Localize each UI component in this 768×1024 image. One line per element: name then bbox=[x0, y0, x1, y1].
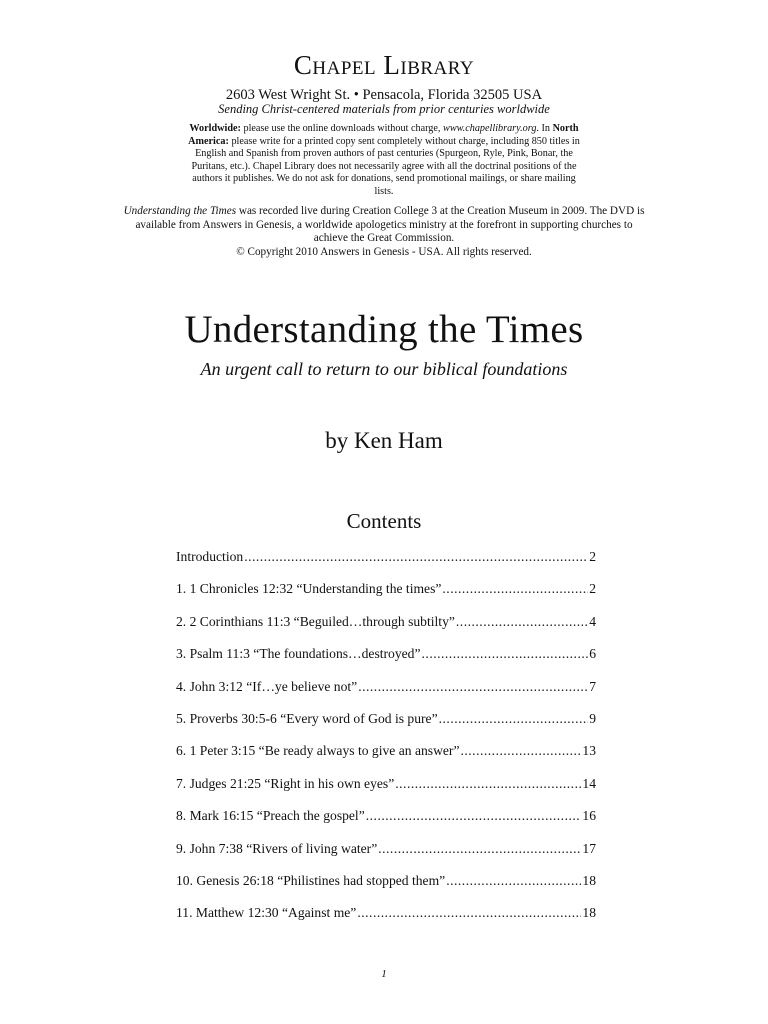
toc-entry[interactable] bbox=[176, 808, 596, 840]
toc-entry-page: 9 bbox=[589, 710, 596, 726]
toc-leader-dots bbox=[378, 841, 581, 857]
toc-entry-page: 7 bbox=[589, 678, 596, 694]
toc-entry-label: 10. Genesis 26:18 “Philistines had stopped them” bbox=[176, 872, 446, 888]
toc-leader-dots bbox=[357, 905, 581, 921]
toc-entry-label: 7. Judges 21:25 “Right in his own eyes” bbox=[176, 775, 395, 791]
publisher-address: 2603 West Wright St. • Pensacola, Florida 32505 USA bbox=[225, 87, 543, 103]
publisher-tagline: Sending Christ-centered materials from prior centuries worldwide bbox=[218, 102, 550, 116]
toc-entry-page: 13 bbox=[582, 743, 596, 759]
toc-entry[interactable] bbox=[176, 614, 596, 646]
toc-leader-dots bbox=[439, 711, 589, 727]
publisher-name: Chapel Library bbox=[293, 50, 475, 80]
book-author: by Ken Ham bbox=[325, 428, 443, 453]
toc-entry[interactable] bbox=[176, 679, 596, 711]
toc-entry-page: 16 bbox=[582, 808, 596, 824]
toc-entry-page: 2 bbox=[589, 549, 596, 564]
toc-leader-dots bbox=[395, 776, 581, 792]
book-title: Understanding the Times bbox=[184, 308, 584, 351]
recording-text: was recorded live during Creation College 3 at the Creation Museum in 2009. The DVD is available from Answers in Genesis, a worldwide apologetics ministry at the forefront in supporting churches to achieve the Great Commission. bbox=[135, 205, 645, 244]
toc-entry-label: 8. Mark 16:15 “Preach the gospel” bbox=[176, 808, 365, 824]
toc-entry[interactable] bbox=[176, 549, 596, 581]
toc-entry-label: 5. Proverbs 30:5-6 “Every word of God is pure” bbox=[176, 710, 438, 726]
toc-entry[interactable] bbox=[176, 873, 596, 905]
toc-entry[interactable] bbox=[176, 711, 596, 743]
north-america-label: North America: bbox=[188, 123, 579, 147]
toc-entry[interactable] bbox=[176, 646, 596, 678]
toc-entry[interactable] bbox=[176, 743, 596, 775]
worldwide-label: Worldwide: bbox=[189, 123, 241, 134]
recording-title: Understanding the Times bbox=[123, 205, 237, 217]
book-subtitle: An urgent call to return to our biblical foundations bbox=[200, 359, 568, 379]
toc-entry-label: 9. John 7:38 “Rivers of living water” bbox=[176, 840, 378, 856]
distribution-notice bbox=[184, 123, 584, 198]
toc-entry-label: 3. Psalm 11:3 “The foundations…destroyed” bbox=[176, 646, 421, 662]
toc-leader-dots bbox=[446, 873, 581, 889]
north-america-text: please write for a printed copy sent completely without charge, including 850 titles in English and Spanish from proven authors of past centuries (Spurgeon, Ryle, Pink, Bonar, the Puritans, etc.). Chapel Library does not necessarily agree with all the doctrinal positions of the authors it publishes. We do not ask for donations, send promotional mailings, or share mailing lists. bbox=[191, 135, 580, 197]
toc-leader-dots bbox=[422, 646, 589, 662]
worldwide-text: please use the online downloads without charge, bbox=[240, 123, 444, 134]
recording-note bbox=[120, 205, 648, 259]
toc-leader-dots bbox=[456, 614, 588, 630]
toc-leader-dots bbox=[244, 549, 588, 565]
toc-entry-label: 11. Matthew 12:30 “Against me” bbox=[176, 905, 357, 921]
toc-entry-page: 4 bbox=[589, 613, 596, 629]
toc-entry[interactable] bbox=[176, 581, 596, 613]
after-site-text: . In bbox=[536, 123, 551, 134]
table-of-contents bbox=[176, 549, 596, 938]
toc-entry-page: 14 bbox=[582, 775, 596, 791]
toc-entry[interactable] bbox=[176, 905, 596, 937]
contents-heading: Contents bbox=[346, 509, 422, 533]
toc-entry-label: 1. 1 Chronicles 12:32 “Understanding the times” bbox=[176, 581, 442, 597]
toc-entry-label: Introduction bbox=[176, 549, 244, 564]
toc-entry-page: 2 bbox=[589, 581, 596, 597]
toc-entry-label: 4. John 3:12 “If…ye believe not” bbox=[176, 678, 358, 694]
toc-leader-dots bbox=[460, 743, 581, 759]
toc-entry-label: 2. 2 Corinthians 11:3 “Beguiled…through subtilty” bbox=[176, 613, 455, 629]
toc-entry-page: 18 bbox=[582, 905, 596, 921]
page-number: 1 bbox=[381, 968, 387, 980]
website-link[interactable]: www.chapellibrary.org bbox=[443, 123, 537, 134]
toc-entry[interactable] bbox=[176, 776, 596, 808]
toc-entry-page: 18 bbox=[582, 872, 596, 888]
toc-leader-dots bbox=[366, 808, 582, 824]
toc-leader-dots bbox=[442, 581, 588, 597]
toc-entry[interactable] bbox=[176, 841, 596, 873]
toc-leader-dots bbox=[358, 679, 588, 695]
toc-entry-page: 6 bbox=[589, 646, 596, 662]
copyright-text: © Copyright 2010 Answers in Genesis - USA. All rights reserved. bbox=[236, 245, 532, 258]
toc-entry-page: 17 bbox=[582, 840, 596, 856]
toc-entry-label: 6. 1 Peter 3:15 “Be ready always to give an answer” bbox=[176, 743, 460, 759]
